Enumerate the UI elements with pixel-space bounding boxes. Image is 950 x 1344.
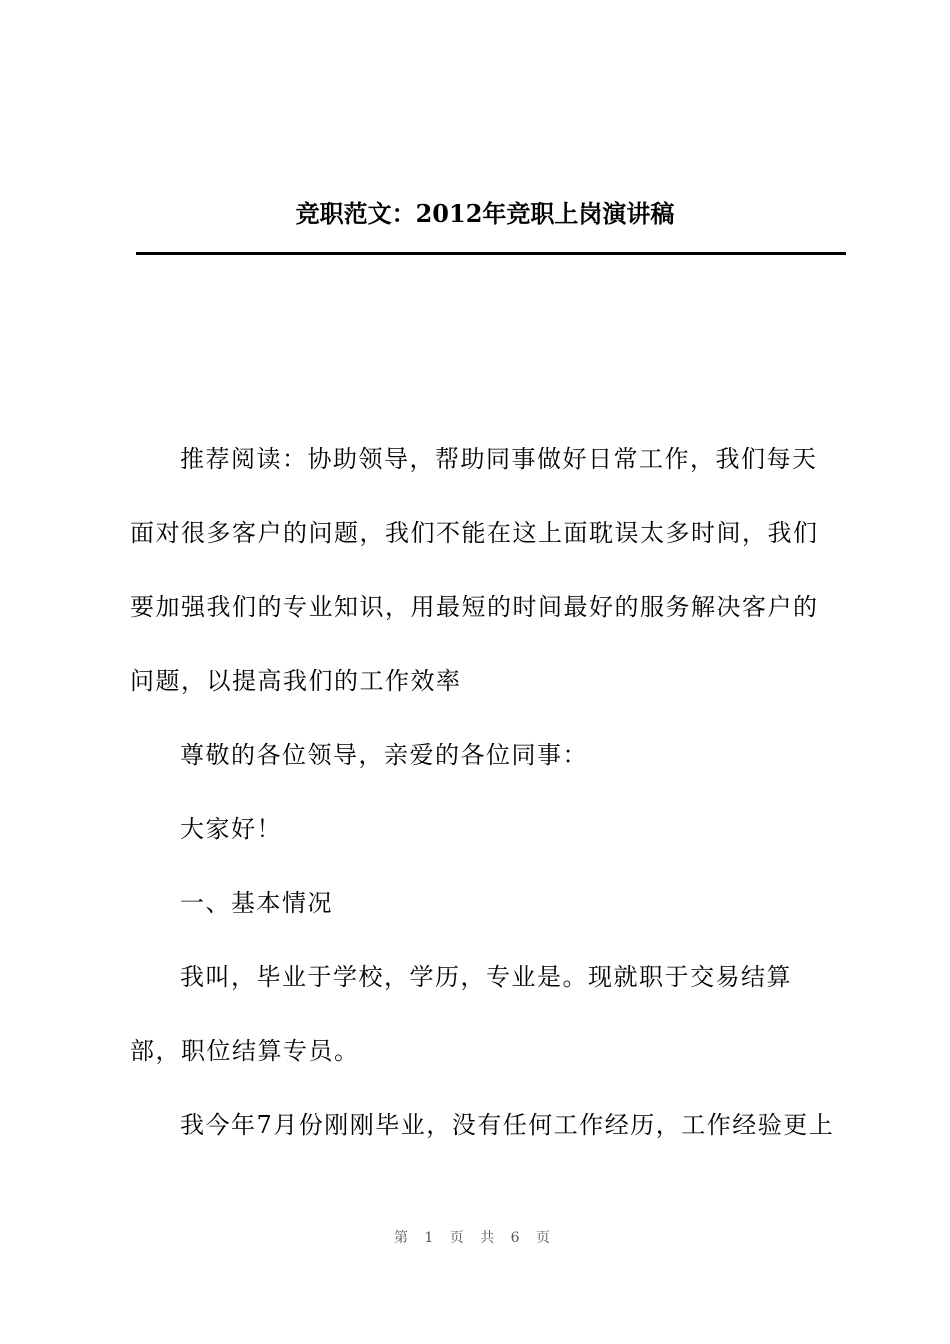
paragraph-self-intro: 我叫，毕业于学校，学历，专业是。现就职于交易结算部，职位结算专员。: [130, 963, 792, 1065]
document-title: 竞职范文：2012年竞职上岗演讲稿: [295, 199, 675, 228]
paragraph-recommended-reading: 推荐阅读：协助领导，帮助同事做好日常工作，我们每天面对很多客户的问题，我们不能在这上面耽误太多时间，我们要加强我们的专业知识，用最短的时间最好的服务解决客户的问题，以提高我们的工作效率: [130, 445, 819, 695]
paragraph-experience: 我今年7月份刚刚毕业，没有任何工作经历，工作经验更上: [180, 1111, 835, 1139]
document-body: [130, 422, 840, 1162]
paragraph-greeting: 大家好！: [180, 815, 282, 843]
page-footer: 第 1 页 共 6 页: [393, 1230, 557, 1246]
title-divider: [136, 252, 846, 255]
paragraph-salutation: 尊敬的各位领导，亲爱的各位同事：: [180, 741, 588, 769]
section-heading-basic-info: 一、基本情况: [180, 889, 333, 917]
